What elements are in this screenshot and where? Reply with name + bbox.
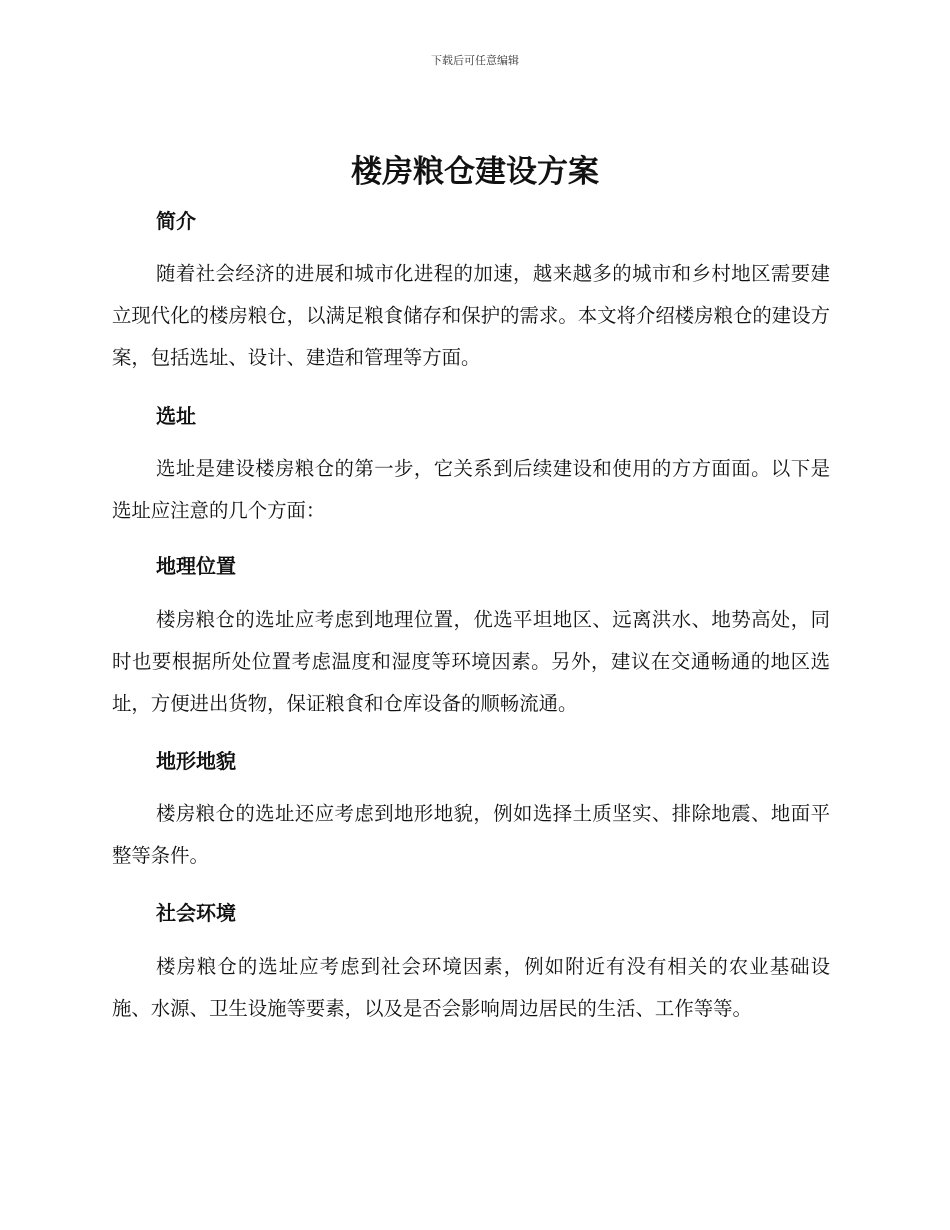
document-title: 楼房粮仓建设方案 [351,154,599,190]
section-paragraph-geographic-location: 楼房粮仓的选址应考虑到地理位置，优选平坦地区、远离洪水、地势高处，同时也要根据所处位置考虑温度和湿度等环境因素。另外，建议在交通畅通的地区选址，方便进出货物，保证粮食和仓库设备的顺畅流通。 [112,608,830,715]
section-paragraph-terrain: 楼房粮仓的选址还应考虑到地形地貌，例如选择土质坚实、排除地震、地面平整等条件。 [112,802,830,867]
page-header-note: 下载后可任意编辑 [431,54,519,67]
section-heading-site-selection: 选址 [156,404,196,428]
section-heading-social-environment: 社会环境 [156,901,236,925]
section-paragraph-intro: 随着社会经济的进展和城市化进程的加速，越来越多的城市和乡村地区需要建立现代化的楼房粮仓，以满足粮食储存和保护的需求。本文将介绍楼房粮仓的建设方案，包括选址、设计、建造和管理等方面。 [112,262,830,369]
section-heading-intro: 简介 [156,209,196,233]
section-paragraph-site-selection: 选址是建设楼房粮仓的第一步，它关系到后续建设和使用的方方面面。以下是选址应注意的几个方面： [112,457,830,522]
section-paragraph-social-environment: 楼房粮仓的选址应考虑到社会环境因素，例如附近有没有相关的农业基础设施、水源、卫生设施等要素，以及是否会影响周边居民的生活、工作等等。 [112,955,830,1020]
section-heading-geographic-location: 地理位置 [156,554,236,578]
section-heading-terrain: 地形地貌 [156,749,236,773]
